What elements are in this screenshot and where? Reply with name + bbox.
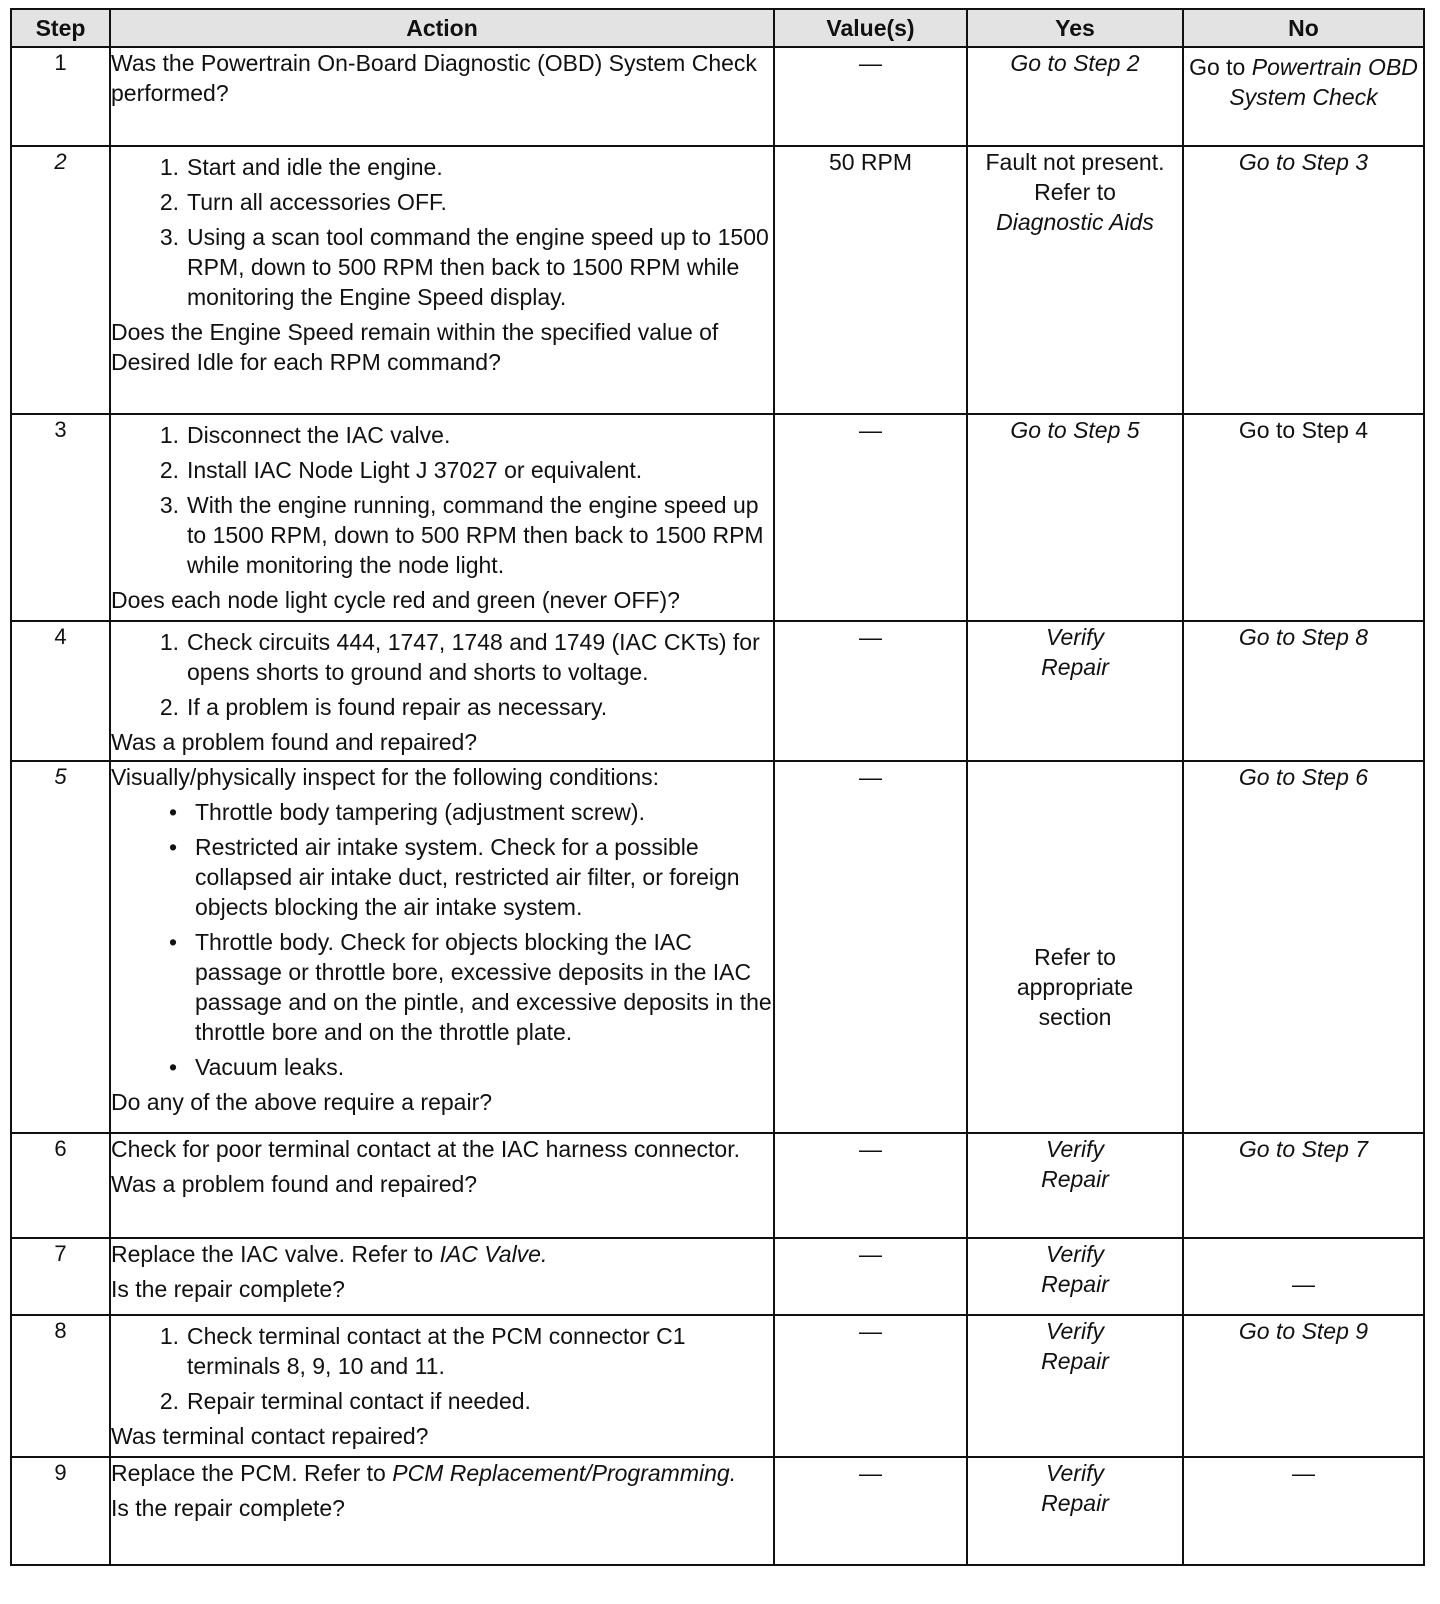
question-text: Do any of the above require a repair?: [111, 1089, 493, 1115]
step-number: 5: [11, 761, 110, 1133]
list-item: 2. Install IAC Node Light J 37027 or equivalent.: [159, 457, 643, 483]
question-text: Was terminal contact repaired?: [111, 1423, 429, 1449]
action-text: Was the Powertrain On-Board Diagnostic (OBD) System Check performed?: [111, 50, 757, 106]
intro-text: Visually/physically inspect for the following conditions:: [111, 764, 660, 790]
action-cell: [110, 621, 774, 761]
no-cell: Go to Step 8: [1183, 621, 1424, 761]
table-row: [11, 621, 1424, 761]
yes-cell: Verify Repair: [967, 1133, 1183, 1238]
list-item: 3. Using a scan tool command the engine speed up to 1500 RPM, down to 500 RPM then back to 1500 RPM while monitoring the Engine Speed display.: [159, 224, 769, 310]
action-text: Replace the PCM. Refer to PCM Replacement/Programming.: [111, 1460, 737, 1486]
table-row: [11, 47, 1424, 146]
yes-cell: Go to Step 5: [967, 414, 1183, 621]
header-no: No: [1183, 9, 1424, 47]
step-number: 2: [11, 146, 110, 414]
question-text: Is the repair complete?: [111, 1276, 345, 1302]
value-cell: —: [774, 1315, 967, 1457]
header-values: Value(s): [774, 9, 967, 47]
no-cell: Go to Step 9: [1183, 1315, 1424, 1457]
step-number: 3: [11, 414, 110, 621]
header-step: Step: [11, 9, 110, 47]
value-cell: —: [774, 1457, 967, 1565]
action-cell: [110, 1457, 774, 1565]
no-cell: Go to Step 7: [1183, 1133, 1424, 1238]
yes-cell: Verify Repair: [967, 621, 1183, 761]
no-cell: Go to Step 3: [1183, 146, 1424, 414]
yes-cell: Verify Repair: [967, 1238, 1183, 1315]
no-cell: Go to Step 4: [1183, 414, 1424, 621]
action-cell: [110, 47, 774, 146]
value-cell: —: [774, 47, 967, 146]
yes-cell: Verify Repair: [967, 1457, 1183, 1565]
no-cell: Go to Step 6: [1183, 761, 1424, 1133]
list-item: • Throttle body tampering (adjustment screw).: [168, 799, 645, 825]
question-text: Does the Engine Speed remain within the specified value of Desired Idle for each RPM command?: [111, 319, 719, 375]
action-cell: [110, 761, 774, 1133]
list-item: • Throttle body. Check for objects blocking the IAC passage or throttle bore, excessive deposits in the IAC passage and on the pintle, and excessive deposits in the throttle bore and on the throttle plate.: [168, 929, 772, 1045]
table-row: [11, 761, 1424, 1133]
yes-cell: [967, 146, 1183, 414]
value-cell: —: [774, 414, 967, 621]
value-cell: —: [774, 761, 967, 1133]
action-text: Replace the IAC valve. Refer to IAC Valve.: [111, 1241, 548, 1267]
no-text: Go to: [1189, 54, 1246, 80]
step-number: 7: [11, 1238, 110, 1315]
no-link-text: Powertrain OBD System Check: [1229, 54, 1418, 110]
action-text: Check for poor terminal contact at the IAC harness connector.: [111, 1136, 740, 1162]
list-item: 2. Turn all accessories OFF.: [159, 189, 447, 215]
yes-link-text: Diagnostic Aids: [996, 209, 1154, 235]
header-row: [11, 9, 1424, 47]
question-text: Does each node light cycle red and green (never OFF)?: [111, 587, 680, 613]
action-cell: [110, 146, 774, 414]
action-cell: [110, 1315, 774, 1457]
no-cell: —: [1183, 1457, 1424, 1565]
table-row: [11, 1133, 1424, 1238]
header-yes: Yes: [967, 9, 1183, 47]
question-text: Is the repair complete?: [111, 1495, 345, 1521]
yes-cell: Go to Step 2: [967, 47, 1183, 146]
no-cell: [1183, 47, 1424, 146]
table-row: [11, 1238, 1424, 1315]
list-item: 1. Check terminal contact at the PCM connector C1 terminals 8, 9, 10 and 11.: [159, 1323, 686, 1379]
yes-cell: Refer to appropriate section: [967, 761, 1183, 1133]
value-cell: —: [774, 621, 967, 761]
list-item: 2. If a problem is found repair as necessary.: [159, 694, 608, 720]
value-cell: —: [774, 1238, 967, 1315]
yes-text: Fault not present. Refer to: [985, 149, 1165, 205]
yes-cell: Verify Repair: [967, 1315, 1183, 1457]
list-item: 1. Start and idle the engine.: [159, 154, 443, 180]
table-row: [11, 414, 1424, 621]
list-item: • Vacuum leaks.: [168, 1054, 345, 1080]
step-number: 9: [11, 1457, 110, 1565]
diagnostic-table: [10, 8, 1425, 1566]
table-row: [11, 146, 1424, 414]
header-action: Action: [110, 9, 774, 47]
list-item: 1. Check circuits 444, 1747, 1748 and 1749 (IAC CKTs) for opens shorts to ground and shorts to voltage.: [159, 629, 760, 685]
list-item: 2. Repair terminal contact if needed.: [159, 1388, 531, 1414]
value-cell: 50 RPM: [774, 146, 967, 414]
question-text: Was a problem found and repaired?: [111, 729, 478, 755]
step-number: 1: [11, 47, 110, 146]
action-cell: [110, 414, 774, 621]
step-number: 4: [11, 621, 110, 761]
question-text: Was a problem found and repaired?: [111, 1171, 478, 1197]
action-cell: [110, 1238, 774, 1315]
list-item: 3. With the engine running, command the engine speed up to 1500 RPM, down to 500 RPM then back to 1500 RPM while monitoring the node light.: [159, 492, 764, 578]
table-row: [11, 1457, 1424, 1565]
value-cell: —: [774, 1133, 967, 1238]
no-cell: —: [1183, 1238, 1424, 1315]
step-number: 8: [11, 1315, 110, 1457]
list-item: • Restricted air intake system. Check for a possible collapsed air intake duct, restricted air filter, or foreign objects blocking the air intake system.: [168, 834, 740, 920]
table-row: [11, 1315, 1424, 1457]
step-number: 6: [11, 1133, 110, 1238]
list-item: 1. Disconnect the IAC valve.: [159, 422, 451, 448]
action-cell: [110, 1133, 774, 1238]
